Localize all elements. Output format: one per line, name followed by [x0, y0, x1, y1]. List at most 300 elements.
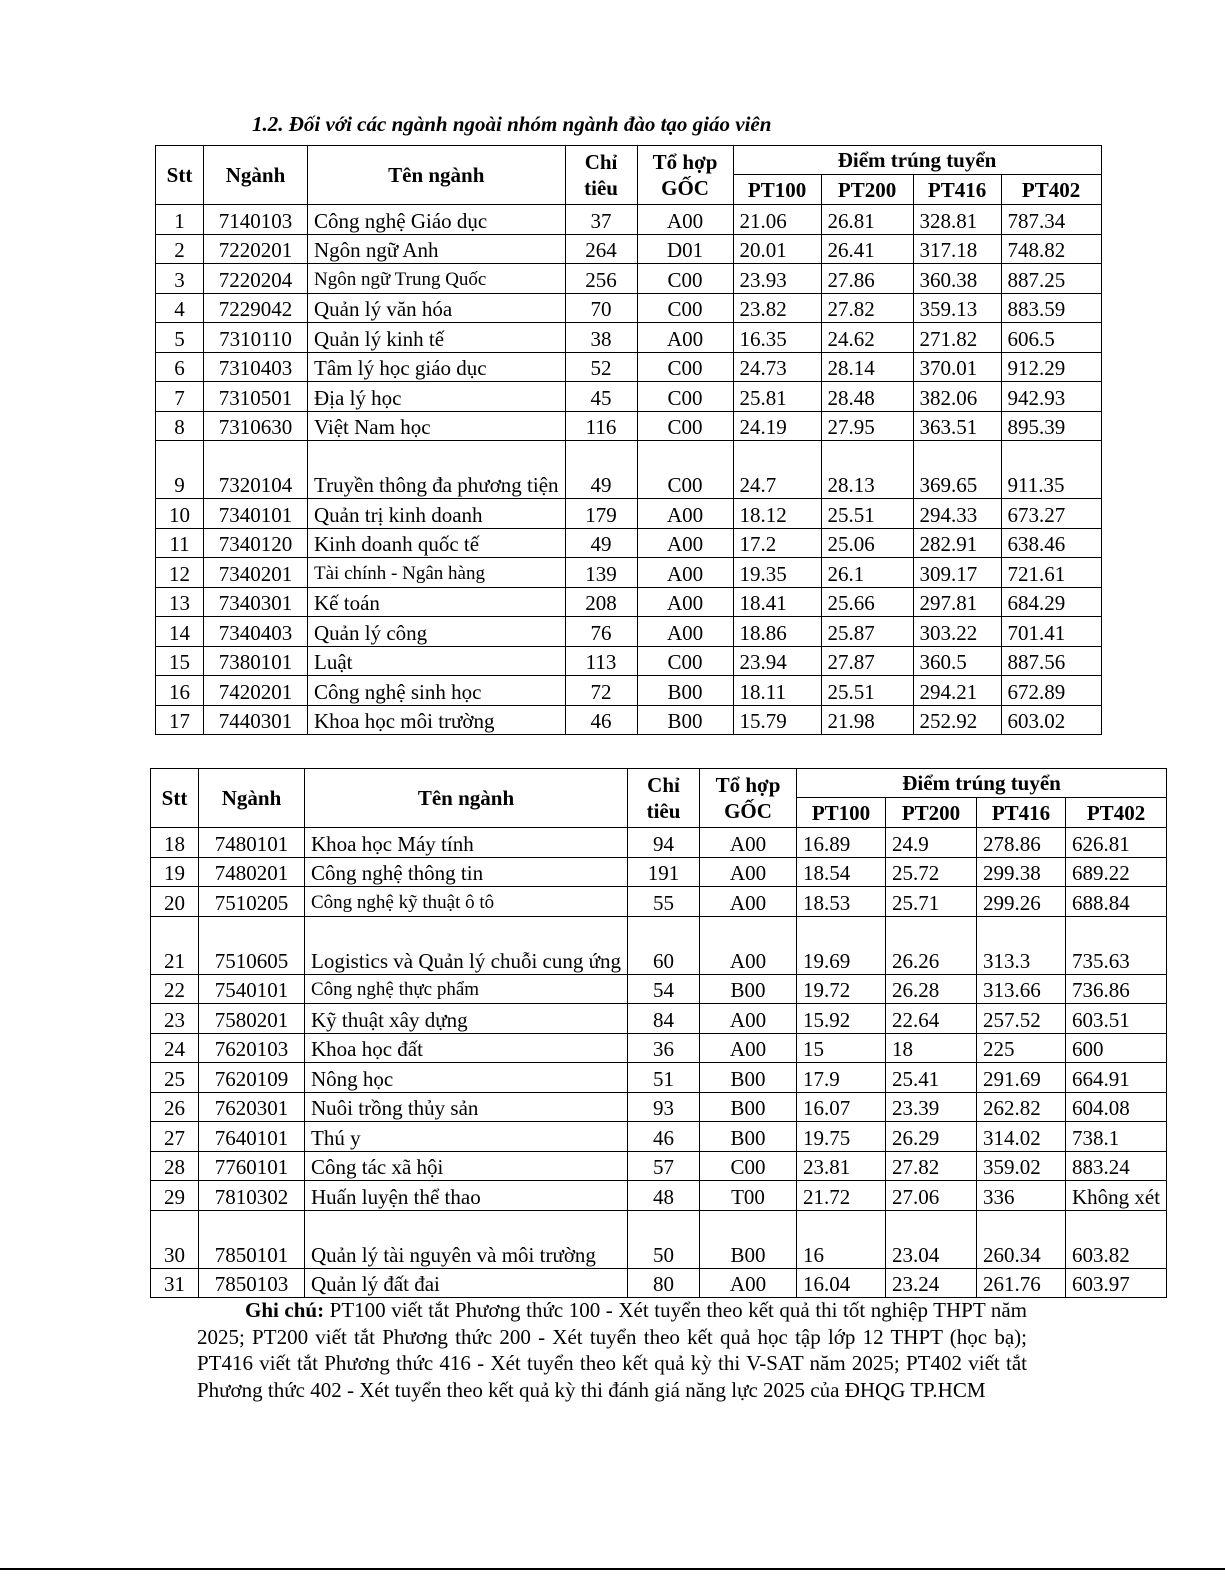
- table-row: [156, 558, 1102, 588]
- admission-table-2: [150, 768, 1167, 1298]
- cell-quota: 93: [628, 1092, 700, 1122]
- cell-pt100: 19.75: [797, 1122, 886, 1152]
- cell-pt402: 664.91: [1066, 1063, 1167, 1093]
- table-row: [151, 1122, 1167, 1152]
- cell-pt100: 18.41: [733, 587, 821, 617]
- cell-pt200: 18: [886, 1033, 977, 1063]
- table-row: [156, 676, 1102, 706]
- cell-combo: A00: [637, 528, 733, 558]
- cell-quota: 49: [565, 528, 637, 558]
- cell-pt200: 25.87: [821, 617, 913, 647]
- cell-combo: D01: [637, 234, 733, 264]
- header-pt200: PT200: [886, 798, 977, 828]
- cell-combo: A00: [637, 617, 733, 647]
- cell-code: 7420201: [204, 676, 308, 706]
- cell-combo: C00: [637, 646, 733, 676]
- cell-code: 7310630: [204, 411, 308, 441]
- header-stt: Stt: [156, 146, 204, 205]
- cell-pt200: 27.95: [821, 411, 913, 441]
- footnote-label: Ghi chú:: [245, 1298, 325, 1322]
- cell-pt200: 25.71: [886, 887, 977, 917]
- cell-code: 7810302: [199, 1181, 305, 1211]
- table-row: [151, 1004, 1167, 1034]
- cell-pt402: 603.97: [1066, 1268, 1167, 1298]
- cell-pt100: 16.07: [797, 1092, 886, 1122]
- cell-combo: C00: [637, 352, 733, 382]
- table-row: [156, 293, 1102, 323]
- cell-combo: A00: [637, 205, 733, 235]
- cell-pt402: 603.51: [1066, 1004, 1167, 1034]
- cell-pt200: 26.1: [821, 558, 913, 588]
- cell-combo: A00: [637, 499, 733, 529]
- cell-quota: 46: [565, 705, 637, 735]
- footnote: [197, 1297, 1027, 1403]
- cell-pt402: 673.27: [1001, 499, 1101, 529]
- table-row: [156, 587, 1102, 617]
- cell-combo: B00: [700, 1210, 797, 1268]
- page-bottom-rule: [0, 1568, 1225, 1570]
- cell-pt402: 887.56: [1001, 646, 1101, 676]
- cell-pt100: 23.93: [733, 264, 821, 294]
- cell-code: 7340301: [204, 587, 308, 617]
- header-ten-nganh: Tên ngành: [305, 769, 628, 828]
- cell-pt416: 314.02: [977, 1122, 1066, 1152]
- cell-pt100: 17.9: [797, 1063, 886, 1093]
- cell-pt100: 23.94: [733, 646, 821, 676]
- cell-pt402: 912.29: [1001, 352, 1101, 382]
- cell-quota: 116: [565, 411, 637, 441]
- header-diem-trung-tuyen: Điểm trúng tuyển: [733, 146, 1101, 175]
- cell-code: 7480101: [199, 828, 305, 858]
- cell-stt: 15: [156, 646, 204, 676]
- cell-pt200: 25.66: [821, 587, 913, 617]
- cell-code: 7580201: [199, 1004, 305, 1034]
- cell-quota: 80: [628, 1268, 700, 1298]
- cell-combo: A00: [700, 1033, 797, 1063]
- cell-pt200: 28.48: [821, 382, 913, 412]
- cell-pt200: 28.13: [821, 441, 913, 499]
- cell-pt100: 15.79: [733, 705, 821, 735]
- cell-stt: 2: [156, 234, 204, 264]
- cell-stt: 31: [151, 1268, 199, 1298]
- cell-code: 7620109: [199, 1063, 305, 1093]
- cell-name: Kỹ thuật xây dựng: [305, 1004, 628, 1034]
- cell-pt200: 27.86: [821, 264, 913, 294]
- table-row: [151, 1033, 1167, 1063]
- cell-quota: 191: [628, 857, 700, 887]
- header-nganh: Ngành: [199, 769, 305, 828]
- cell-pt402: 603.02: [1001, 705, 1101, 735]
- header-pt100: PT100: [733, 175, 821, 205]
- cell-pt416: 363.51: [913, 411, 1001, 441]
- cell-name: Địa lý học: [308, 382, 566, 412]
- header-to-hop: Tổ hợp GỐC: [700, 769, 797, 828]
- cell-quota: 55: [628, 887, 700, 917]
- cell-pt402: 688.84: [1066, 887, 1167, 917]
- table-row: [156, 499, 1102, 529]
- cell-code: 7640101: [199, 1122, 305, 1152]
- table-row: [156, 323, 1102, 353]
- table-row: [156, 646, 1102, 676]
- cell-pt100: 25.81: [733, 382, 821, 412]
- cell-quota: 37: [565, 205, 637, 235]
- section-title: 1.2. Đối với các ngành ngoài nhóm ngành đào tạo giáo viên: [252, 112, 772, 136]
- cell-quota: 179: [565, 499, 637, 529]
- cell-name: Ngôn ngữ Anh: [308, 234, 566, 264]
- cell-pt100: 23.81: [797, 1151, 886, 1181]
- cell-pt402: 887.25: [1001, 264, 1101, 294]
- table-row: [156, 528, 1102, 558]
- cell-quota: 38: [565, 323, 637, 353]
- cell-stt: 22: [151, 974, 199, 1004]
- cell-stt: 6: [156, 352, 204, 382]
- table-row: [151, 1151, 1167, 1181]
- cell-pt402: 787.34: [1001, 205, 1101, 235]
- cell-pt200: 25.51: [821, 676, 913, 706]
- cell-code: 7620103: [199, 1033, 305, 1063]
- cell-quota: 49: [565, 441, 637, 499]
- cell-code: 7540101: [199, 974, 305, 1004]
- header-ten-nganh: Tên ngành: [308, 146, 566, 205]
- cell-code: 7510205: [199, 887, 305, 917]
- cell-name: Khoa học Máy tính: [305, 828, 628, 858]
- cell-code: 7340101: [204, 499, 308, 529]
- header-pt416: PT416: [977, 798, 1066, 828]
- table-row: [156, 234, 1102, 264]
- cell-name: Logistics và Quản lý chuỗi cung ứng: [305, 916, 628, 974]
- table-row: [151, 916, 1167, 974]
- cell-quota: 52: [565, 352, 637, 382]
- cell-pt100: 20.01: [733, 234, 821, 264]
- cell-stt: 25: [151, 1063, 199, 1093]
- cell-pt402: 748.82: [1001, 234, 1101, 264]
- cell-combo: A00: [637, 587, 733, 617]
- cell-code: 7440301: [204, 705, 308, 735]
- cell-combo: A00: [700, 1268, 797, 1298]
- cell-code: 7140103: [204, 205, 308, 235]
- cell-quota: 84: [628, 1004, 700, 1034]
- footnote-text: PT100 viết tắt Phương thức 100 - Xét tuyển theo kết quả thi tốt nghiệp THPT năm 2025; PT200 viết tắt Phương thức 200 - Xét tuyển theo kết quả học tập lớp 12 THPT (học bạ); PT416 viết tắt Phương thức 416 - Xét tuyển theo kết quả kỳ thi V-SAT năm 2025; PT402 viết tắt Phương thức 402 - Xét tuyển theo kết quả kỳ thi đánh giá năng lực 2025 của ĐHQG TP.HCM: [197, 1298, 1027, 1402]
- cell-pt100: 24.7: [733, 441, 821, 499]
- cell-code: 7310501: [204, 382, 308, 412]
- cell-pt200: 23.04: [886, 1210, 977, 1268]
- cell-name: Kế toán: [308, 587, 566, 617]
- cell-quota: 94: [628, 828, 700, 858]
- table-row: [156, 705, 1102, 735]
- cell-pt100: 19.72: [797, 974, 886, 1004]
- cell-pt416: 360.5: [913, 646, 1001, 676]
- cell-pt100: 18.53: [797, 887, 886, 917]
- cell-pt200: 26.26: [886, 916, 977, 974]
- table-row: [151, 828, 1167, 858]
- header-chi-tieu: Chỉ tiêu: [628, 769, 700, 828]
- cell-pt402: 600: [1066, 1033, 1167, 1063]
- table-row: [151, 1063, 1167, 1093]
- cell-stt: 8: [156, 411, 204, 441]
- cell-code: 7850103: [199, 1268, 305, 1298]
- table-2-body: [151, 828, 1167, 1298]
- cell-quota: 256: [565, 264, 637, 294]
- cell-name: Luật: [308, 646, 566, 676]
- cell-quota: 46: [628, 1122, 700, 1152]
- cell-pt416: 282.91: [913, 528, 1001, 558]
- cell-pt200: 23.39: [886, 1092, 977, 1122]
- cell-pt100: 21.06: [733, 205, 821, 235]
- table-row: [151, 1181, 1167, 1211]
- cell-pt200: 27.06: [886, 1181, 977, 1211]
- header-pt100: PT100: [797, 798, 886, 828]
- cell-pt416: 225: [977, 1033, 1066, 1063]
- cell-name: Công nghệ sinh học: [308, 676, 566, 706]
- cell-stt: 13: [156, 587, 204, 617]
- cell-pt416: 297.81: [913, 587, 1001, 617]
- cell-quota: 48: [628, 1181, 700, 1211]
- cell-code: 7340403: [204, 617, 308, 647]
- table-row: [156, 441, 1102, 499]
- cell-pt402: 911.35: [1001, 441, 1101, 499]
- cell-code: 7380101: [204, 646, 308, 676]
- cell-code: 7320104: [204, 441, 308, 499]
- cell-name: Quản trị kinh doanh: [308, 499, 566, 529]
- cell-pt200: 26.41: [821, 234, 913, 264]
- cell-pt100: 15: [797, 1033, 886, 1063]
- table-row: [151, 887, 1167, 917]
- cell-combo: B00: [700, 1063, 797, 1093]
- table-row: [151, 1268, 1167, 1298]
- cell-pt416: 299.26: [977, 887, 1066, 917]
- cell-pt416: 260.34: [977, 1210, 1066, 1268]
- header-chi-tieu: Chỉ tiêu: [565, 146, 637, 205]
- cell-name: Tài chính - Ngân hàng: [308, 558, 566, 588]
- header-to-hop: Tổ hợp GỐC: [637, 146, 733, 205]
- cell-name: Quản lý văn hóa: [308, 293, 566, 323]
- table-row: [151, 1092, 1167, 1122]
- cell-pt402: 689.22: [1066, 857, 1167, 887]
- header-pt402: PT402: [1001, 175, 1101, 205]
- cell-stt: 12: [156, 558, 204, 588]
- cell-pt402: 638.46: [1001, 528, 1101, 558]
- cell-quota: 45: [565, 382, 637, 412]
- cell-quota: 60: [628, 916, 700, 974]
- cell-pt402: 738.1: [1066, 1122, 1167, 1152]
- cell-pt100: 16.04: [797, 1268, 886, 1298]
- cell-combo: A00: [637, 323, 733, 353]
- cell-pt200: 28.14: [821, 352, 913, 382]
- cell-pt200: 27.87: [821, 646, 913, 676]
- cell-pt416: 271.82: [913, 323, 1001, 353]
- cell-pt200: 24.9: [886, 828, 977, 858]
- cell-pt402: 735.63: [1066, 916, 1167, 974]
- cell-combo: C00: [637, 293, 733, 323]
- cell-combo: B00: [637, 676, 733, 706]
- cell-stt: 9: [156, 441, 204, 499]
- cell-quota: 264: [565, 234, 637, 264]
- cell-pt402: 603.82: [1066, 1210, 1167, 1268]
- cell-pt416: 262.82: [977, 1092, 1066, 1122]
- cell-stt: 24: [151, 1033, 199, 1063]
- cell-pt402: 604.08: [1066, 1092, 1167, 1122]
- cell-name: Quản lý đất đai: [305, 1268, 628, 1298]
- cell-pt402: Không xét: [1066, 1181, 1167, 1211]
- cell-combo: A00: [700, 887, 797, 917]
- cell-pt100: 24.19: [733, 411, 821, 441]
- cell-code: 7310110: [204, 323, 308, 353]
- cell-name: Công nghệ thông tin: [305, 857, 628, 887]
- cell-pt402: 721.61: [1001, 558, 1101, 588]
- cell-pt416: 299.38: [977, 857, 1066, 887]
- table-row: [151, 857, 1167, 887]
- cell-code: 7340201: [204, 558, 308, 588]
- cell-stt: 3: [156, 264, 204, 294]
- cell-pt416: 359.02: [977, 1151, 1066, 1181]
- cell-stt: 1: [156, 205, 204, 235]
- cell-pt416: 360.38: [913, 264, 1001, 294]
- cell-pt416: 278.86: [977, 828, 1066, 858]
- cell-pt402: 883.59: [1001, 293, 1101, 323]
- cell-pt402: 883.24: [1066, 1151, 1167, 1181]
- cell-pt100: 19.35: [733, 558, 821, 588]
- cell-combo: A00: [700, 857, 797, 887]
- cell-name: Thú y: [305, 1122, 628, 1152]
- cell-quota: 139: [565, 558, 637, 588]
- cell-code: 7480201: [199, 857, 305, 887]
- cell-pt416: 261.76: [977, 1268, 1066, 1298]
- cell-code: 7220204: [204, 264, 308, 294]
- cell-quota: 113: [565, 646, 637, 676]
- cell-pt416: 257.52: [977, 1004, 1066, 1034]
- header-pt416: PT416: [913, 175, 1001, 205]
- cell-quota: 57: [628, 1151, 700, 1181]
- cell-stt: 20: [151, 887, 199, 917]
- cell-pt200: 27.82: [886, 1151, 977, 1181]
- header-stt: Stt: [151, 769, 199, 828]
- cell-code: 7220201: [204, 234, 308, 264]
- cell-quota: 76: [565, 617, 637, 647]
- cell-pt402: 626.81: [1066, 828, 1167, 858]
- cell-pt200: 26.81: [821, 205, 913, 235]
- cell-pt416: 369.65: [913, 441, 1001, 499]
- cell-pt100: 21.72: [797, 1181, 886, 1211]
- cell-quota: 70: [565, 293, 637, 323]
- cell-combo: C00: [637, 264, 733, 294]
- cell-pt200: 22.64: [886, 1004, 977, 1034]
- cell-pt416: 294.21: [913, 676, 1001, 706]
- cell-code: 7310403: [204, 352, 308, 382]
- cell-code: 7229042: [204, 293, 308, 323]
- cell-name: Công nghệ kỹ thuật ô tô: [305, 887, 628, 917]
- header-pt402: PT402: [1066, 798, 1167, 828]
- cell-pt402: 606.5: [1001, 323, 1101, 353]
- cell-stt: 10: [156, 499, 204, 529]
- cell-name: Huấn luyện thể thao: [305, 1181, 628, 1211]
- cell-name: Khoa học môi trường: [308, 705, 566, 735]
- table-row: [151, 1210, 1167, 1268]
- cell-pt416: 328.81: [913, 205, 1001, 235]
- cell-stt: 19: [151, 857, 199, 887]
- cell-pt416: 370.01: [913, 352, 1001, 382]
- cell-pt100: 23.82: [733, 293, 821, 323]
- table-row: [156, 411, 1102, 441]
- cell-quota: 51: [628, 1063, 700, 1093]
- table-row: [156, 352, 1102, 382]
- cell-name: Tâm lý học giáo dục: [308, 352, 566, 382]
- cell-pt100: 15.92: [797, 1004, 886, 1034]
- cell-pt416: 317.18: [913, 234, 1001, 264]
- cell-pt100: 18.12: [733, 499, 821, 529]
- table-1-body: [156, 205, 1102, 735]
- cell-pt402: 942.93: [1001, 382, 1101, 412]
- cell-stt: 26: [151, 1092, 199, 1122]
- cell-pt100: 18.86: [733, 617, 821, 647]
- cell-stt: 21: [151, 916, 199, 974]
- cell-combo: A00: [700, 1004, 797, 1034]
- cell-pt100: 16: [797, 1210, 886, 1268]
- header-pt200: PT200: [821, 175, 913, 205]
- cell-name: Công tác xã hội: [305, 1151, 628, 1181]
- cell-combo: C00: [637, 411, 733, 441]
- cell-name: Nuôi trồng thủy sản: [305, 1092, 628, 1122]
- table-row: [156, 205, 1102, 235]
- cell-combo: B00: [637, 705, 733, 735]
- cell-pt200: 23.24: [886, 1268, 977, 1298]
- cell-pt100: 16.89: [797, 828, 886, 858]
- header-diem-trung-tuyen: Điểm trúng tuyển: [797, 769, 1167, 798]
- header-nganh: Ngành: [204, 146, 308, 205]
- cell-combo: B00: [700, 1092, 797, 1122]
- cell-combo: A00: [700, 916, 797, 974]
- table-row: [156, 617, 1102, 647]
- cell-name: Quản lý kinh tế: [308, 323, 566, 353]
- cell-pt100: 24.73: [733, 352, 821, 382]
- cell-name: Công nghệ Giáo dục: [308, 205, 566, 235]
- cell-combo: C00: [637, 382, 733, 412]
- cell-pt200: 21.98: [821, 705, 913, 735]
- table-row: [151, 974, 1167, 1004]
- cell-stt: 23: [151, 1004, 199, 1034]
- cell-quota: 208: [565, 587, 637, 617]
- cell-pt100: 16.35: [733, 323, 821, 353]
- cell-pt416: 291.69: [977, 1063, 1066, 1093]
- cell-pt100: 17.2: [733, 528, 821, 558]
- cell-pt402: 672.89: [1001, 676, 1101, 706]
- cell-pt416: 294.33: [913, 499, 1001, 529]
- cell-code: 7760101: [199, 1151, 305, 1181]
- table-row: [156, 264, 1102, 294]
- cell-name: Nông học: [305, 1063, 628, 1093]
- cell-pt416: 336: [977, 1181, 1066, 1211]
- cell-name: Ngôn ngữ Trung Quốc: [308, 264, 566, 294]
- cell-pt100: 18.54: [797, 857, 886, 887]
- cell-pt100: 18.11: [733, 676, 821, 706]
- cell-pt416: 309.17: [913, 558, 1001, 588]
- cell-name: Kinh doanh quốc tế: [308, 528, 566, 558]
- cell-stt: 14: [156, 617, 204, 647]
- cell-code: 7620301: [199, 1092, 305, 1122]
- cell-pt416: 303.22: [913, 617, 1001, 647]
- cell-pt200: 25.41: [886, 1063, 977, 1093]
- cell-pt200: 27.82: [821, 293, 913, 323]
- cell-stt: 16: [156, 676, 204, 706]
- cell-name: Truyền thông đa phương tiện: [308, 441, 566, 499]
- cell-pt200: 26.29: [886, 1122, 977, 1152]
- cell-stt: 28: [151, 1151, 199, 1181]
- cell-stt: 27: [151, 1122, 199, 1152]
- cell-quota: 50: [628, 1210, 700, 1268]
- cell-pt100: 19.69: [797, 916, 886, 974]
- cell-combo: A00: [637, 558, 733, 588]
- cell-code: 7510605: [199, 916, 305, 974]
- cell-pt416: 313.3: [977, 916, 1066, 974]
